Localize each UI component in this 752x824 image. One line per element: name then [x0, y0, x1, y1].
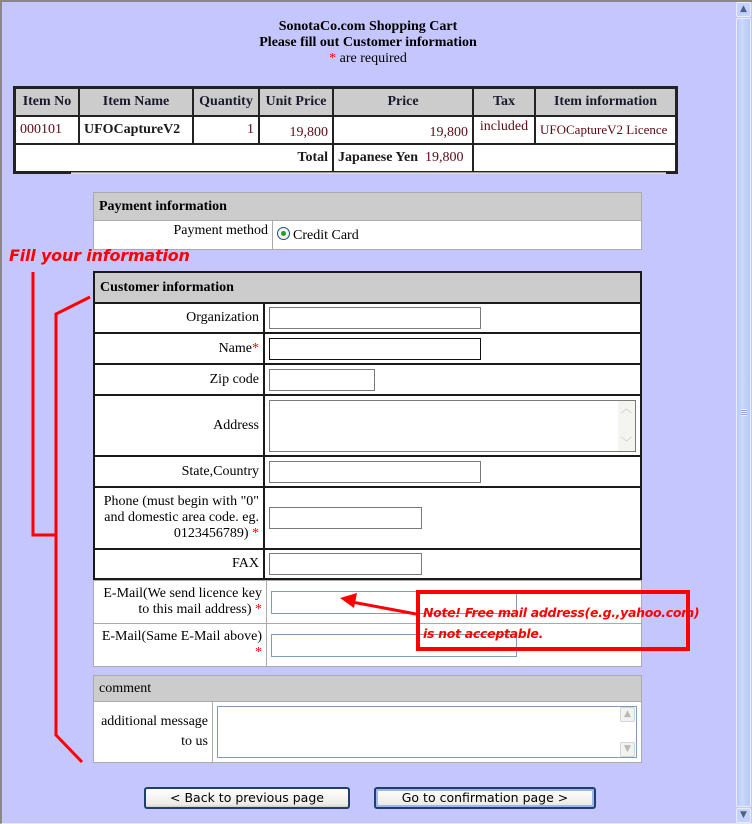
cell-price: 19,800	[333, 116, 473, 144]
customer-section-title: Customer information	[94, 272, 641, 303]
total-row	[15, 144, 676, 172]
back-button[interactable]: < Back to previous page	[144, 787, 350, 809]
cell-quantity: 1	[193, 116, 259, 144]
payment-method-option[interactable]	[273, 221, 642, 250]
col-quantity: Quantity	[193, 88, 259, 116]
col-tax: Tax	[473, 88, 535, 116]
fax-label: FAX	[94, 549, 264, 579]
required-mark: *	[255, 602, 262, 617]
email-label-cell	[94, 581, 267, 624]
fax-input[interactable]	[269, 553, 422, 575]
page-content	[2, 2, 734, 824]
total-empty-cell	[473, 144, 676, 172]
scroll-up-icon[interactable]: ▲	[620, 707, 635, 722]
total-value-cell	[333, 144, 473, 172]
comment-scrollbar[interactable]	[619, 707, 636, 757]
scroll-down-icon[interactable]: ﹀	[621, 435, 632, 449]
note-text	[423, 602, 699, 644]
page-header	[2, 19, 734, 67]
grip-icon	[741, 409, 747, 416]
scroll-down-button[interactable]	[736, 808, 751, 823]
scroll-down-icon[interactable]: ▼	[620, 742, 635, 757]
zip-input[interactable]	[269, 369, 375, 391]
payment-method-label: Payment method	[94, 221, 273, 250]
zip-label: Zip code	[94, 364, 264, 395]
scroll-up-button[interactable]	[736, 2, 751, 17]
table-row	[15, 116, 676, 144]
page-scrollbar[interactable]	[735, 2, 752, 823]
comment-section-title: comment	[94, 676, 642, 702]
col-item-no: Item No	[15, 88, 79, 116]
total-label: Total	[15, 144, 333, 172]
chevron-down-icon: ▼	[740, 810, 747, 820]
comment-label: additional message to us	[94, 702, 213, 763]
address-scrollbar[interactable]	[618, 401, 635, 451]
payment-section	[93, 192, 642, 250]
col-item-name: Item Name	[79, 88, 193, 116]
name-label: Name	[218, 340, 252, 356]
organization-input[interactable]	[269, 307, 481, 329]
address-label: Address	[94, 395, 264, 456]
customer-section	[93, 271, 642, 580]
organization-label: Organization	[94, 303, 264, 333]
required-note-text: are required	[336, 51, 407, 66]
chevron-up-icon: ▲	[740, 4, 747, 14]
required-mark: *	[252, 340, 259, 356]
cart-table	[13, 86, 678, 174]
required-mark: *	[255, 645, 262, 660]
email-confirm-label: E-Mail(Same E-Mail above)	[101, 629, 262, 644]
credit-card-radio[interactable]	[277, 227, 290, 240]
note-line-1: Note! Free mail address(e.g.,yahoo.com)	[423, 605, 700, 620]
cart-header-row	[15, 88, 676, 116]
cell-item-info: UFOCaptureV2 Licence	[535, 116, 676, 144]
col-unit-price: Unit Price	[259, 88, 333, 116]
required-note	[2, 51, 734, 67]
page-subtitle: Please fill out Customer information	[259, 35, 477, 50]
comment-section	[93, 675, 642, 763]
state-country-input[interactable]	[269, 461, 481, 483]
cell-tax: included	[473, 116, 535, 144]
credit-card-label[interactable]: Credit Card	[293, 227, 359, 243]
note-line-2: is not acceptable.	[423, 626, 544, 641]
total-value: 19,800	[425, 150, 464, 165]
payment-section-title: Payment information	[94, 193, 642, 221]
fill-info-annotation: Fill your information	[9, 246, 190, 265]
required-mark: *	[329, 51, 337, 66]
email-confirm-label-cell	[94, 624, 267, 667]
free-mail-note	[416, 590, 700, 651]
email-label: E-Mail(We send licence key to this mail address)	[103, 586, 262, 617]
scroll-up-icon[interactable]: ︿	[621, 401, 632, 415]
cell-unit-price: 19,800	[259, 116, 333, 144]
total-currency: Japanese Yen	[338, 150, 418, 165]
required-mark: *	[252, 526, 259, 541]
name-input[interactable]	[269, 338, 481, 360]
name-label-cell	[94, 333, 264, 364]
address-textarea[interactable]	[269, 400, 636, 452]
scrollbar-thumb[interactable]	[736, 18, 751, 807]
cell-item-no: 000101	[15, 116, 79, 144]
page-title: SonotaCo.com Shopping Cart	[278, 19, 458, 34]
confirmation-button[interactable]: Go to confirmation page >	[374, 787, 596, 809]
col-price: Price	[333, 88, 473, 116]
phone-input[interactable]	[269, 507, 422, 529]
comment-textarea[interactable]	[217, 706, 637, 758]
cell-item-name: UFOCaptureV2	[79, 116, 193, 144]
col-item-information: Item information	[535, 88, 676, 116]
state-country-label: State,Country	[94, 456, 264, 487]
phone-label-cell	[94, 487, 264, 549]
phone-label: Phone (must begin with "0" and domestic area code. eg. 0123456789)	[103, 494, 259, 541]
divider	[71, 172, 666, 174]
